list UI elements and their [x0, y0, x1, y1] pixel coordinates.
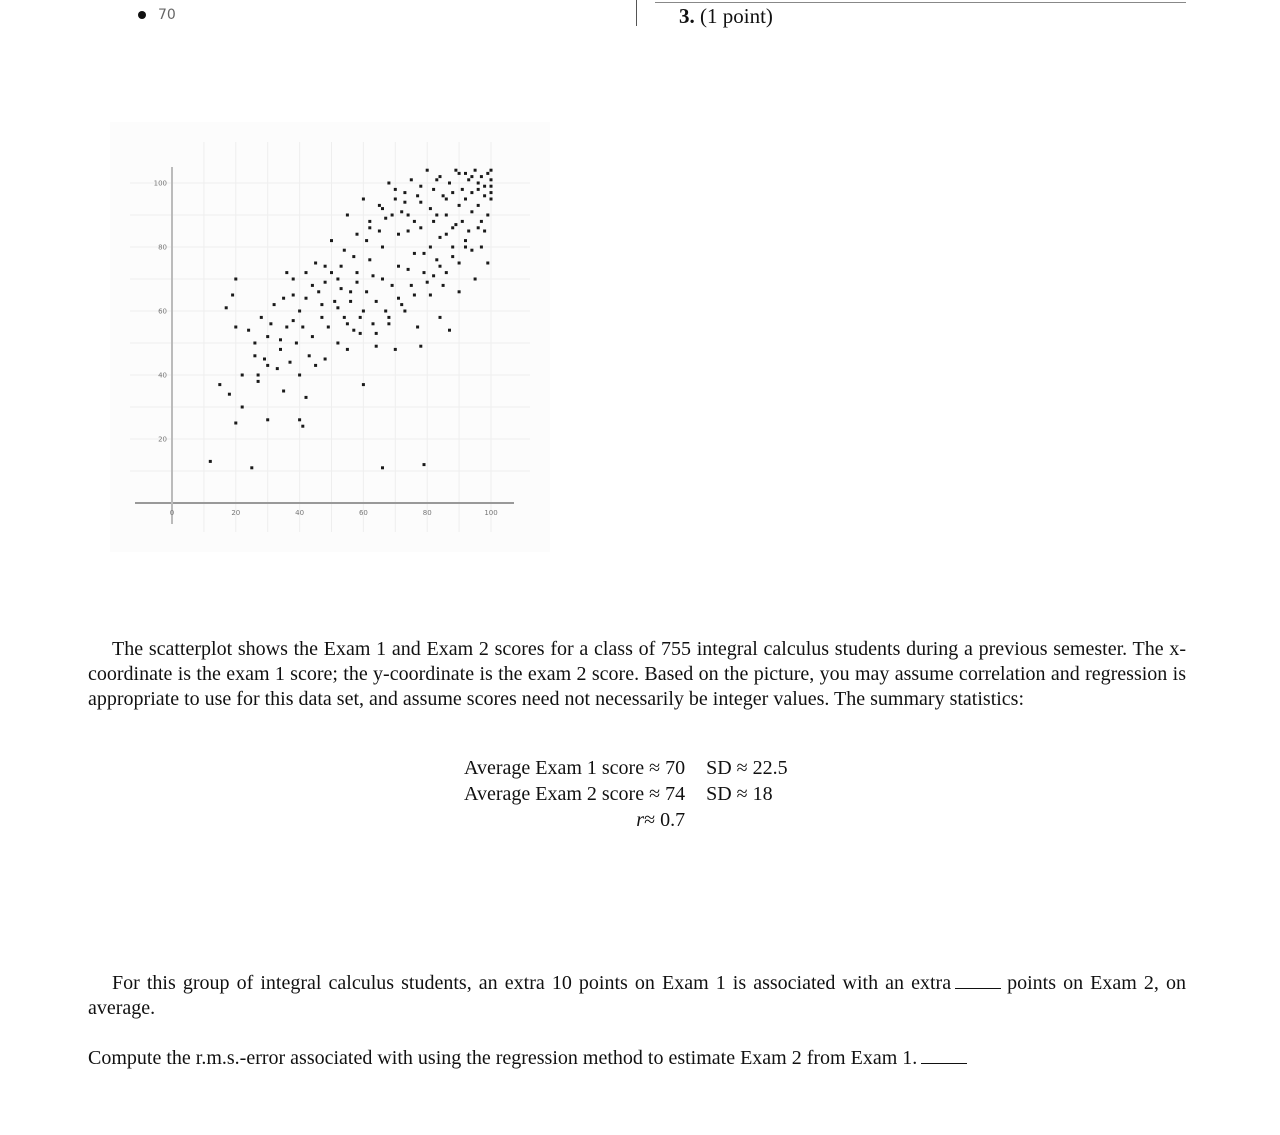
scatter-point [419, 345, 422, 348]
scatter-point [330, 239, 333, 242]
scatter-point [467, 230, 470, 233]
x-tick-label: 40 [295, 509, 305, 517]
scatter-point [381, 246, 384, 249]
scatter-point [477, 188, 480, 191]
scatter-point [490, 198, 493, 201]
r-symbol: r [636, 809, 645, 831]
scatter-point [426, 281, 429, 284]
scatter-point [397, 233, 400, 236]
scatter-point [241, 374, 244, 377]
scatter-point [273, 303, 276, 306]
y-tick-label: 60 [158, 307, 167, 316]
scatter-point [464, 172, 467, 175]
scatter-point [394, 348, 397, 351]
scatter-point [480, 175, 483, 178]
scatter-point [448, 329, 451, 332]
scatter-point [241, 406, 244, 409]
scatter-point [490, 191, 493, 194]
scatter-point [314, 364, 317, 367]
scatter-point [292, 294, 295, 297]
y-tick-label: 100 [153, 179, 167, 188]
scatter-point [435, 178, 438, 181]
scatter-point [490, 178, 493, 181]
scatter-point [346, 322, 349, 325]
scatter-point [397, 265, 400, 268]
summary-statistics [464, 755, 788, 833]
y-tick-label: 20 [158, 435, 167, 444]
exam1-average: Average Exam 1 score ≈ 70 [464, 757, 686, 779]
r-value: ≈ 0.7 [644, 809, 686, 831]
scatter-point [378, 204, 381, 207]
scatter-point [474, 169, 477, 172]
exam2-sd: SD ≈ 18 [706, 783, 773, 805]
scatter-point [381, 207, 384, 210]
scatter-point [429, 246, 432, 249]
scatter-point [439, 236, 442, 239]
x-tick-label: 0 [169, 509, 175, 517]
scatter-point [458, 172, 461, 175]
scatter-point [486, 214, 489, 217]
scatter-point [413, 252, 416, 255]
scatter-point [298, 374, 301, 377]
scatter-point [359, 332, 362, 335]
scatter-point [298, 310, 301, 313]
scatter-point [263, 358, 266, 361]
scatter-point [458, 204, 461, 207]
column-divider [636, 0, 637, 26]
scatter-point [394, 198, 397, 201]
scatter-point [381, 466, 384, 469]
scatter-point [228, 393, 231, 396]
scatter-point [346, 214, 349, 217]
scatter-point [407, 268, 410, 271]
y-tick-label: 40 [158, 371, 167, 380]
scatter-point [391, 214, 394, 217]
scatter-point [365, 239, 368, 242]
scatter-point [381, 278, 384, 281]
scatter-point [257, 374, 260, 377]
scatter-point [253, 342, 256, 345]
scatter-point [317, 290, 320, 293]
scatter-point [298, 418, 301, 421]
scatter-point [305, 396, 308, 399]
scatter-point [375, 345, 378, 348]
scatter-point [483, 185, 486, 188]
scatter-point [458, 290, 461, 293]
scatter-point [454, 223, 457, 226]
exam2-average: Average Exam 2 score ≈ 74 [464, 783, 686, 805]
scatter-point [410, 178, 413, 181]
question-2 [88, 1046, 973, 1071]
bullet-icon [138, 11, 146, 19]
scatter-point [423, 252, 426, 255]
scatter-point [461, 220, 464, 223]
scatter-point [474, 278, 477, 281]
scatter-point [403, 201, 406, 204]
stats-row-exam2 [464, 781, 788, 807]
scatter-point [308, 354, 311, 357]
scatter-point [403, 191, 406, 194]
scatter-point [362, 198, 365, 201]
scatter-point [305, 297, 308, 300]
scatter-point [279, 338, 282, 341]
scatter-point [305, 271, 308, 274]
question-2-text: Compute the r.m.s.-error associated with using the regression method to estimate Exam 2 from Exam 1. [88, 1047, 918, 1069]
question-1-text: For this group of integral calculus students, an extra 10 points on Exam 1 is associated with an extra [112, 972, 952, 994]
scatter-point [368, 220, 371, 223]
stats-row-exam1 [464, 755, 788, 781]
scatter-point [218, 383, 221, 386]
scatter-point [346, 348, 349, 351]
question-1 [88, 971, 1186, 1021]
question-1-text-end: points on Exam 2, on average. [88, 972, 1186, 1019]
scatter-point [467, 178, 470, 181]
scatter-point [352, 255, 355, 258]
scatter-point [234, 278, 237, 281]
scatter-point [292, 319, 295, 322]
scatter-point [442, 194, 445, 197]
scatter-point [292, 278, 295, 281]
scatter-point [362, 310, 365, 313]
scatter-point [400, 210, 403, 213]
scatter-point [423, 271, 426, 274]
scatter-point [234, 422, 237, 425]
scatter-point [486, 262, 489, 265]
scatter-point [327, 326, 330, 329]
scatter-point [375, 300, 378, 303]
scatter-point [419, 201, 422, 204]
scatter-point [378, 230, 381, 233]
scatter-point [451, 191, 454, 194]
scatter-point [324, 358, 327, 361]
scatter-point [483, 230, 486, 233]
scatter-point [324, 281, 327, 284]
scatter-point [387, 316, 390, 319]
scatter-point [314, 262, 317, 265]
scatter-point [356, 233, 359, 236]
scatter-point [372, 322, 375, 325]
scatter-point [470, 210, 473, 213]
scatter-point [282, 297, 285, 300]
scatter-point [285, 326, 288, 329]
scatter-point [451, 246, 454, 249]
scatter-point [426, 169, 429, 172]
scatter-point [295, 342, 298, 345]
scatter-point [260, 316, 263, 319]
correlation [464, 807, 685, 833]
scatter-point [231, 294, 234, 297]
scatter-point [397, 297, 400, 300]
scatter-point [356, 281, 359, 284]
scatter-point [279, 348, 282, 351]
scatter-point [340, 265, 343, 268]
scatter-point [336, 342, 339, 345]
answer-blank-1[interactable] [955, 974, 1001, 989]
x-tick-label: 80 [422, 509, 432, 517]
scatter-point [225, 306, 228, 309]
scatter-point [333, 300, 336, 303]
scatter-point [336, 306, 339, 309]
scatter-point [445, 214, 448, 217]
answer-blank-2[interactable] [921, 1049, 967, 1064]
scatter-point [384, 217, 387, 220]
scatter-point [454, 169, 457, 172]
scatter-point [257, 380, 260, 383]
scatter-point [285, 271, 288, 274]
scatterplot [110, 122, 550, 552]
scatter-point [439, 175, 442, 178]
scatter-point [413, 294, 416, 297]
scatter-point [301, 326, 304, 329]
scatter-point [435, 258, 438, 261]
scatter-point [448, 182, 451, 185]
problem-separator [655, 2, 1186, 3]
scatter-point [375, 332, 378, 335]
x-tick-label: 20 [231, 509, 241, 517]
scatter-point [419, 226, 422, 229]
scatter-point [419, 185, 422, 188]
scatter-point [429, 294, 432, 297]
scatter-point [470, 175, 473, 178]
scatter-point [451, 226, 454, 229]
scatter-point [458, 262, 461, 265]
scatter-point [253, 354, 256, 357]
scatter-point [365, 290, 368, 293]
stats-row-correlation [464, 807, 788, 833]
scatter-point [477, 204, 480, 207]
scatter-point [410, 284, 413, 287]
scatter-point [429, 207, 432, 210]
scatter-point [470, 249, 473, 252]
exam1-sd: SD ≈ 22.5 [706, 757, 788, 779]
scatter-point [266, 335, 269, 338]
scatter-point [461, 188, 464, 191]
scatter-point [483, 194, 486, 197]
scatter-point [413, 220, 416, 223]
scatter-point [403, 310, 406, 313]
scatter-point [276, 367, 279, 370]
scatter-point [372, 274, 375, 277]
scatter-point [336, 278, 339, 281]
scatter-point [445, 271, 448, 274]
scatter-point [250, 466, 253, 469]
scatter-point [407, 230, 410, 233]
scatter-point [464, 239, 467, 242]
scatter-point [234, 326, 237, 329]
scatter-point [324, 265, 327, 268]
scatter-point [343, 316, 346, 319]
scatter-point [349, 300, 352, 303]
scatter-point [486, 172, 489, 175]
scatter-point [387, 322, 390, 325]
scatter-point [266, 364, 269, 367]
scatter-point [432, 220, 435, 223]
scatter-point [384, 310, 387, 313]
scatter-point [445, 198, 448, 201]
scatter-point [416, 194, 419, 197]
scatter-point [352, 329, 355, 332]
x-tick-label: 100 [484, 509, 498, 517]
problem-number: 3. [679, 4, 695, 28]
scatter-point [464, 246, 467, 249]
scatter-point [320, 316, 323, 319]
x-tick-label: 60 [358, 509, 368, 517]
y-tick-label: 80 [158, 243, 167, 252]
scatter-point [266, 418, 269, 421]
scatter-point [470, 191, 473, 194]
scatter-point [368, 258, 371, 261]
scatter-point [394, 188, 397, 191]
scatter-point [391, 284, 394, 287]
scatter-point [359, 316, 362, 319]
previous-answer-value: 70 [158, 7, 176, 23]
scatter-point [269, 322, 272, 325]
intro-paragraph: The scatterplot shows the Exam 1 and Exam 2 scores for a class of 755 integral calculus students during a previous semester. The x-coordinate is the exam 1 score; the y-coordinate is the exam 2 score. Based on the picture, you may assume correlation and regression is appropriate to use for this data set, and assume scores need not necessarily be integer values. The summary statistics: [88, 638, 1186, 710]
scatter-point [209, 460, 212, 463]
scatter-point [320, 303, 323, 306]
scatter-point [356, 271, 359, 274]
scatter-point [480, 220, 483, 223]
scatter-point [477, 226, 480, 229]
scatter-point [416, 326, 419, 329]
scatter-point [407, 214, 410, 217]
previous-answer [138, 7, 176, 23]
scatter-point [442, 284, 445, 287]
scatter-point [247, 329, 250, 332]
scatter-point [480, 246, 483, 249]
scatter-point [400, 303, 403, 306]
scatter-point [330, 271, 333, 274]
scatter-point [311, 335, 314, 338]
scatter-point [311, 284, 314, 287]
scatter-point [451, 255, 454, 258]
scatter-point [439, 316, 442, 319]
scatter-point [490, 169, 493, 172]
scatter-point [368, 226, 371, 229]
problem-points: (1 point) [700, 4, 773, 28]
scatter-point [432, 274, 435, 277]
scatter-point [289, 361, 292, 364]
scatter-point [445, 233, 448, 236]
scatter-point [464, 198, 467, 201]
scatter-point [423, 463, 426, 466]
scatter-point [340, 287, 343, 290]
scatter-point [432, 188, 435, 191]
scatter-point [282, 390, 285, 393]
scatter-point [387, 182, 390, 185]
problem-header [679, 4, 773, 29]
scatter-point [435, 214, 438, 217]
scatter-point [439, 265, 442, 268]
scatter-point [349, 290, 352, 293]
scatter-point [362, 383, 365, 386]
scatter-point [343, 249, 346, 252]
scatter-point [477, 182, 480, 185]
scatter-point [301, 425, 304, 428]
scatter-point [490, 185, 493, 188]
